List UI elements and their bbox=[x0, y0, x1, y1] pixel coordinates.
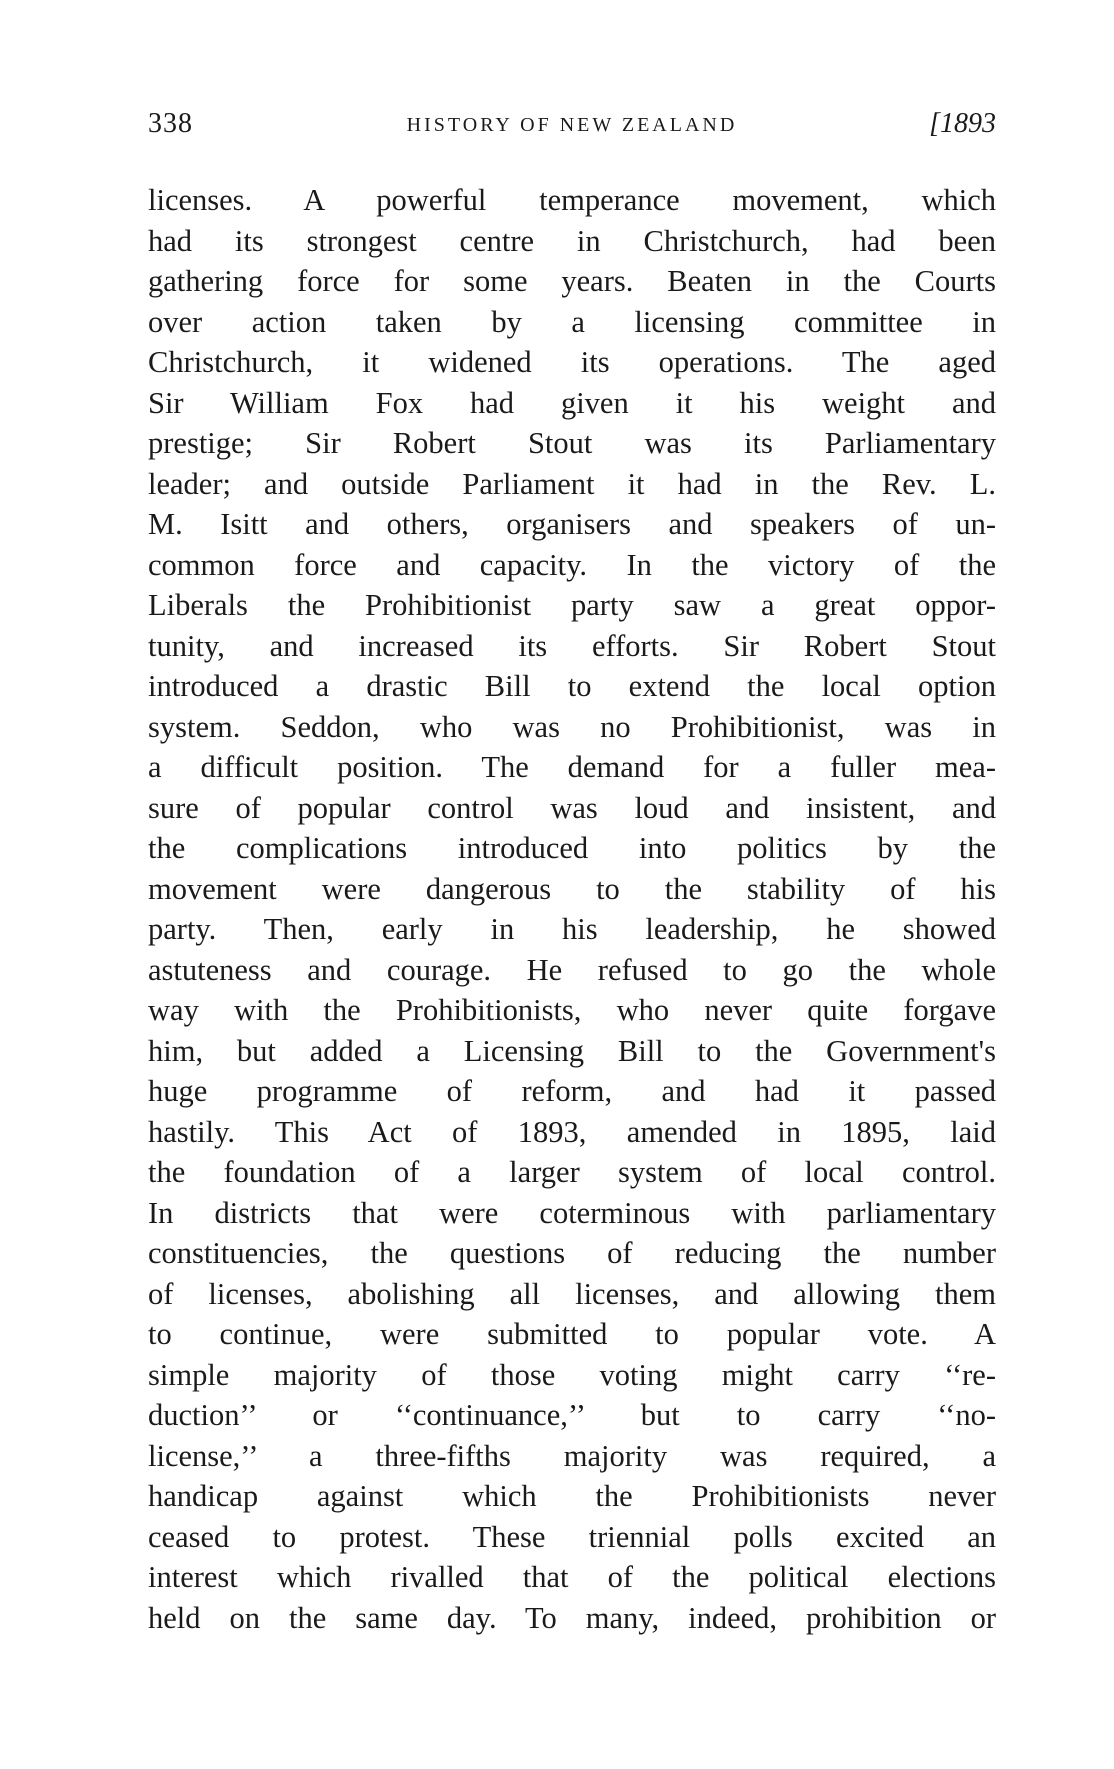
text-line: constituencies, the questions of reducing the number bbox=[148, 1236, 996, 1270]
text-line: system. Seddon, who was no Prohibitionist, was in bbox=[148, 709, 996, 744]
running-year: [1893 bbox=[929, 108, 996, 139]
running-title: HISTORY OF NEW ZEALAND bbox=[406, 114, 738, 136]
text-line: Liberals the Prohibitionist party saw a great oppor- bbox=[148, 588, 996, 622]
text-line: prestige; Sir Robert Stout was its Parliamentary bbox=[148, 426, 996, 460]
text-line: handicap against which the Prohibitionists never bbox=[148, 1479, 996, 1513]
text-line: over action taken by a licensing committee in bbox=[148, 304, 996, 339]
text-line: leader; and outside Parliament it had in the Rev. L. bbox=[148, 466, 996, 501]
text-line: of licenses, abolishing all licenses, and allowing them bbox=[148, 1276, 996, 1311]
text-line: M. Isitt and others, organisers and speakers of un- bbox=[148, 507, 996, 541]
text-line: the foundation of a larger system of local control. bbox=[148, 1155, 996, 1189]
text-line: Sir William Fox had given it his weight and bbox=[148, 385, 996, 420]
text-line: In districts that were coterminous with parliamentary bbox=[148, 1195, 996, 1230]
text-line: license,’’ a three-fifths majority was required, a bbox=[148, 1438, 996, 1473]
text-line: huge programme of reform, and had it passed bbox=[148, 1074, 996, 1108]
text-line: party. Then, early in his leadership, he showed bbox=[148, 912, 996, 946]
text-line: licenses. A powerful temperance movement, which bbox=[148, 183, 996, 217]
page-number: 338 bbox=[148, 108, 193, 139]
text-line: a difficult position. The demand for a fuller mea- bbox=[148, 750, 996, 784]
text-line: common force and capacity. In the victory of the bbox=[148, 547, 996, 582]
text-line: sure of popular control was loud and insistent, and bbox=[148, 790, 996, 825]
text-line: tunity, and increased its efforts. Sir Robert Stout bbox=[148, 628, 996, 663]
text-line: hastily. This Act of 1893, amended in 1895, laid bbox=[148, 1114, 996, 1149]
text-line: introduced a drastic Bill to extend the local option bbox=[148, 669, 996, 703]
text-line: held on the same day. To many, indeed, prohibition or bbox=[148, 1600, 996, 1635]
running-head bbox=[148, 108, 996, 148]
text-line: way with the Prohibitionists, who never quite forgave bbox=[148, 993, 996, 1027]
text-line: to continue, were submitted to popular vote. A bbox=[148, 1317, 996, 1351]
text-line: the complications introduced into politics by the bbox=[148, 831, 996, 865]
body-text bbox=[148, 180, 996, 1638]
text-line: simple majority of those voting might carry ‘‘re- bbox=[148, 1357, 996, 1392]
text-line: had its strongest centre in Christchurch, had been bbox=[148, 223, 996, 258]
text-line: interest which rivalled that of the political elections bbox=[148, 1560, 996, 1594]
text-line: Christchurch, it widened its operations. The aged bbox=[148, 345, 996, 379]
text-line: gathering force for some years. Beaten in the Courts bbox=[148, 264, 996, 298]
text-line: ceased to protest. These triennial polls excited an bbox=[148, 1519, 996, 1554]
text-line: movement were dangerous to the stability of his bbox=[148, 871, 996, 906]
text-line: duction’’ or ‘‘continuance,’’ but to carry ‘‘no- bbox=[148, 1398, 996, 1432]
text-line: astuteness and courage. He refused to go the whole bbox=[148, 952, 996, 987]
text-line: him, but added a Licensing Bill to the Government's bbox=[148, 1033, 996, 1068]
